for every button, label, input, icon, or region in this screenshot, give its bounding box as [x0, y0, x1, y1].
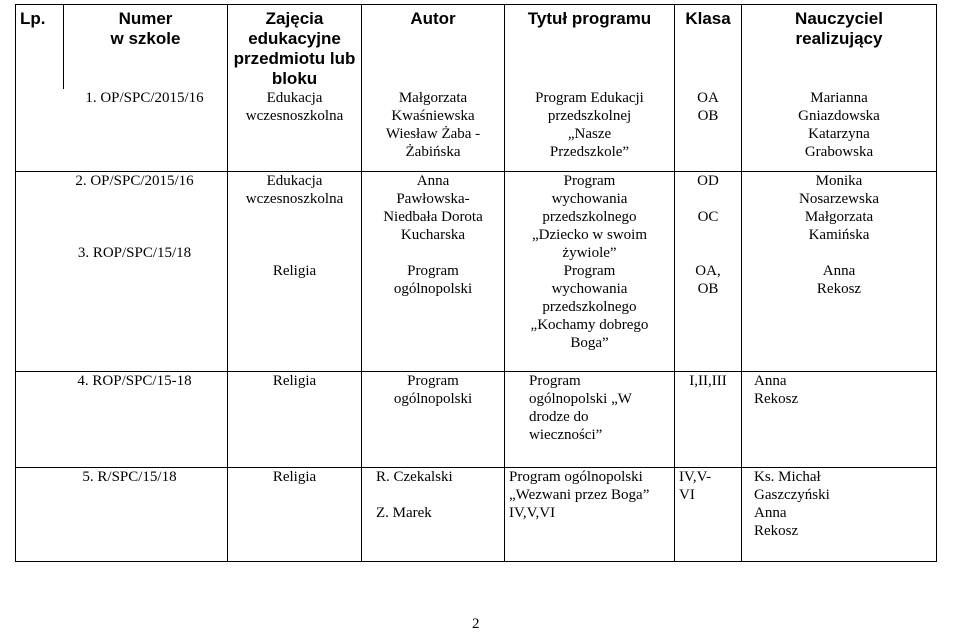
row-numer: ROP/SPC/15/18: [92, 244, 192, 261]
row-klasa: OA OB: [675, 89, 742, 171]
row-numer: OP/SPC/2015/16: [90, 172, 194, 189]
header-numer: Numer w szkole: [64, 5, 228, 90]
row-numer: OP/SPC/2015/16: [100, 90, 204, 106]
row-tytul: Program wychowania przedszkolnego „Dziecko w swoim żywiole” Program wychowania przedszkolnego „Kochamy dobrego Boga”: [505, 171, 675, 371]
page-number: 2: [472, 616, 480, 632]
row-zajecia: Religia: [228, 467, 362, 561]
row-nauczyciel: Marianna Gniazdowska Katarzyna Grabowska: [742, 89, 937, 171]
row-klasa: I,II,III: [675, 371, 742, 467]
row-numer: R/SPC/15/18: [97, 468, 177, 485]
row-lp: 3.: [77, 244, 90, 261]
row-tytul: Program Edukacji przedszkolnej „Nasze Przedszkole”: [505, 89, 675, 171]
header-tytul: Tytuł programu: [505, 5, 675, 90]
table-row: [16, 467, 937, 561]
row-lp: 5.: [82, 468, 94, 485]
row-zajecia: Religia: [228, 371, 362, 467]
table-row: [16, 171, 937, 371]
header-autor: Autor: [362, 5, 505, 90]
row-zajecia: Edukacja wczesnoszkolna Religia: [228, 171, 362, 371]
row-autor: Małgorzata Kwaśniewska Wiesław Żaba - Żabińska: [362, 89, 505, 171]
row-lp-numer: [16, 467, 228, 561]
row-autor: Anna Pawłowska- Niedbała Dorota Kucharska Program ogólnopolski: [362, 171, 505, 371]
row-zajecia: Edukacja wczesnoszkolna: [228, 89, 362, 171]
row-autor: R. Czekalski Z. Marek: [362, 467, 505, 561]
row-nauczyciel: Anna Rekosz: [742, 371, 937, 467]
header-zajecia: Zajęcia edukacyjne przedmiotu lub bloku: [228, 5, 362, 90]
row-tytul: Program ogólnopolski „W drodze do wieczności”: [505, 371, 675, 467]
header-lp: Lp.: [16, 5, 64, 90]
row-nauczyciel: Monika Nosarzewska Małgorzata Kamińska Anna Rekosz: [742, 171, 937, 371]
row-numer: ROP/SPC/15-18: [92, 372, 192, 389]
header-klasa: Klasa: [675, 5, 742, 90]
table-row: [16, 89, 937, 171]
row-lp: 1.: [85, 90, 97, 106]
program-table: [15, 4, 937, 562]
row-lp: 4.: [77, 372, 89, 389]
row-lp-numer: [16, 89, 228, 171]
row-klasa: OD OC OA, OB: [675, 171, 742, 371]
row-lp-numer: [16, 171, 228, 371]
table-row: [16, 371, 937, 467]
header-row: [16, 5, 937, 90]
row-autor: Program ogólnopolski: [362, 371, 505, 467]
row-lp-numer: [16, 371, 228, 467]
row-nauczyciel: Ks. Michał Gaszczyński Anna Rekosz: [742, 467, 937, 561]
row-tytul: Program ogólnopolski „Wezwani przez Boga” IV,V,VI: [505, 467, 675, 561]
header-nauczyciel: Nauczyciel realizujący: [742, 5, 937, 90]
row-lp: 2.: [75, 172, 87, 189]
row-klasa: IV,V- VI: [675, 467, 742, 561]
